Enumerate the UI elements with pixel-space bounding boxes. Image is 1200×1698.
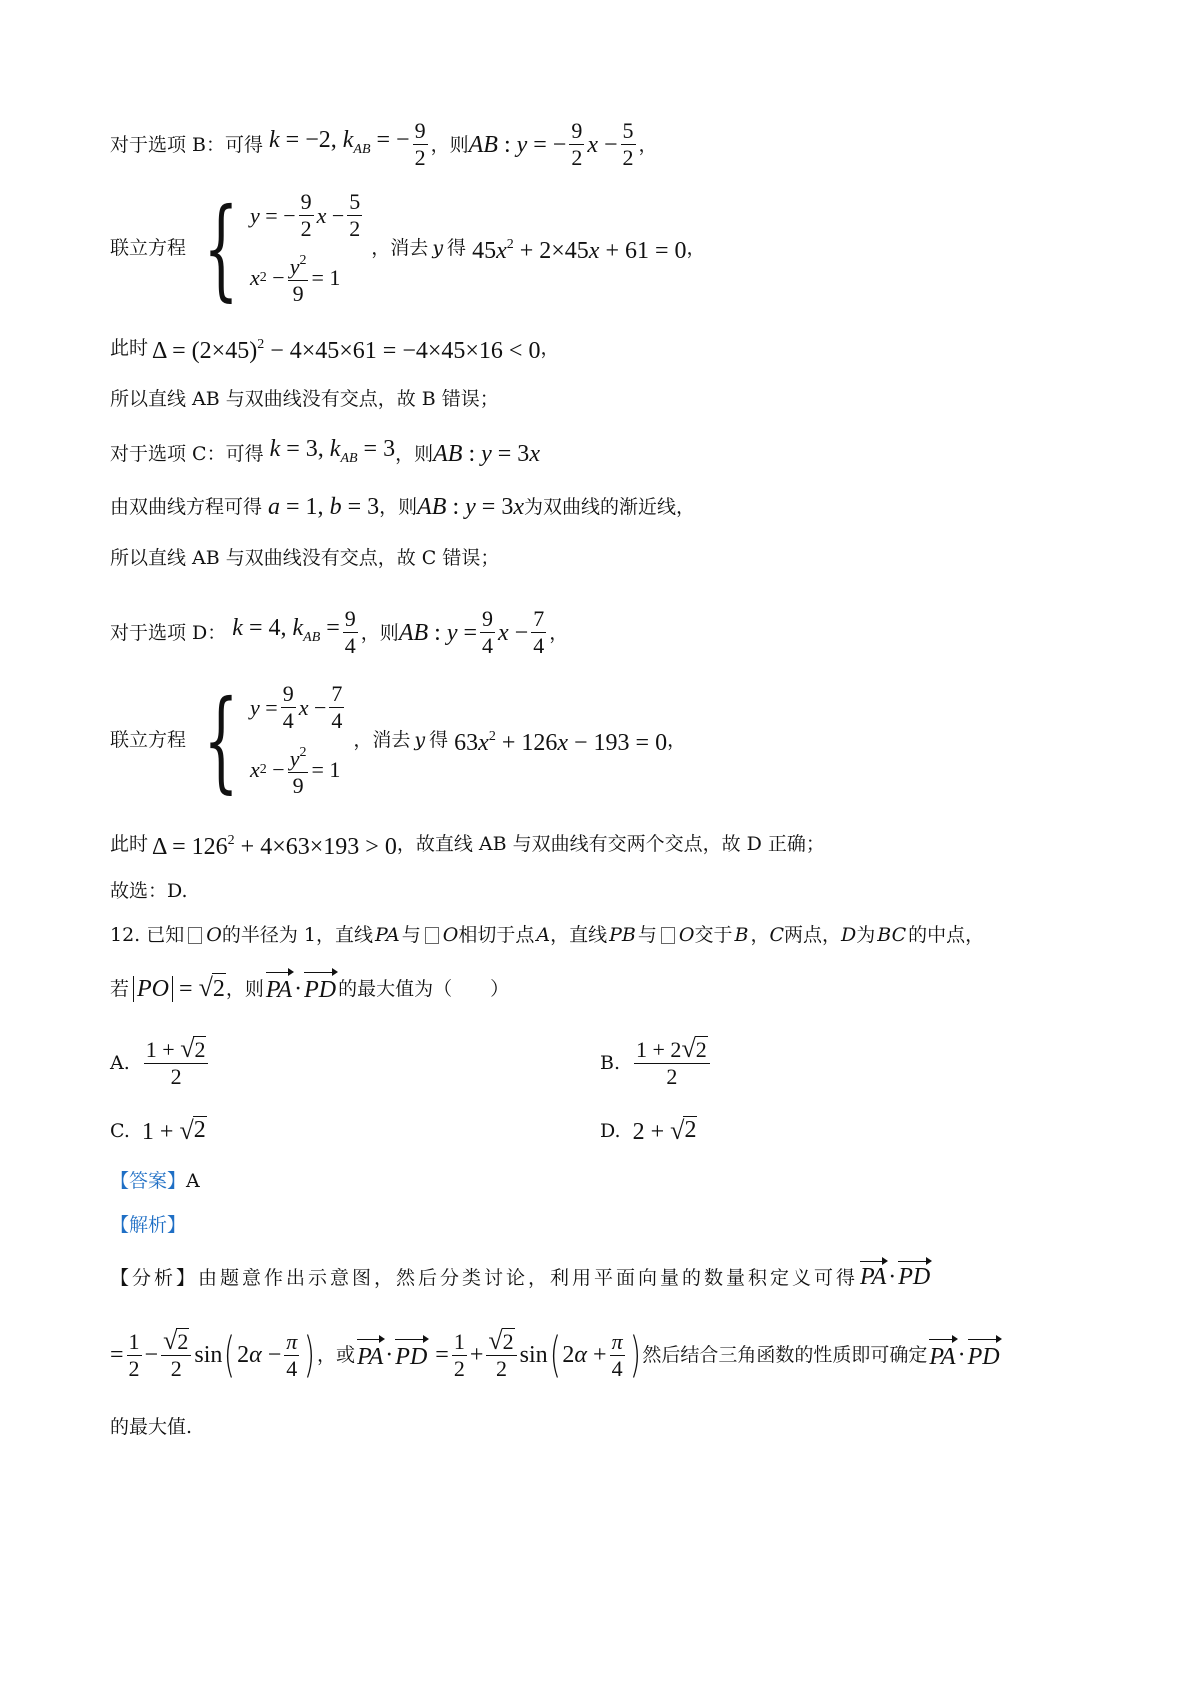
answer-tag: 【答案】 bbox=[110, 1170, 187, 1192]
text: ，或 bbox=[317, 1344, 356, 1366]
text: 联立方程 bbox=[110, 729, 187, 751]
text: 由双曲线方程可得 bbox=[110, 496, 263, 518]
text: ，则 bbox=[395, 443, 434, 465]
option-d-line: 对于选项 D： k = 4, $k_{AB}$ = $\frac{9}{4}$ ，则 AB : y = $\frac{9}{4}$ x − $\frac{7}{4}$ ， bbox=[110, 606, 569, 658]
text: 若 bbox=[110, 977, 130, 1000]
question-12-line-2: 若 PO = √ 2 ，则 PA · PD 的最大值为（ ） bbox=[110, 973, 510, 1003]
text: ，则 bbox=[225, 977, 264, 1000]
choice-label: A. bbox=[110, 1052, 130, 1074]
text: 与 bbox=[401, 924, 421, 946]
text: 对于选项 D： bbox=[110, 621, 227, 644]
text: 得 bbox=[429, 729, 449, 751]
question-12-line-1: 12. 已知 O 的半径为 1，直线 PA 与 O 相切于点 A ，直线 PB 与 O 交于 B ， C 两点， D 为 BC 的中点， bbox=[110, 920, 1090, 950]
text: 得 bbox=[447, 237, 467, 259]
text: 然后结合三角函数的性质即可确定 bbox=[642, 1344, 928, 1366]
analysis-line-1: 【分析】由题意作出示意图，然后分类讨论，利用平面向量的数量积定义可得 PA·PD bbox=[110, 1262, 1090, 1293]
answer-value: A bbox=[186, 1170, 200, 1192]
no-intersect-c: 所以直线 AB 与双曲线没有交点，故 C 错误； bbox=[110, 547, 500, 569]
text: ，故直线 AB 与双曲线有交两个交点，故 D 正确； bbox=[396, 833, 825, 855]
analysis-tag bbox=[110, 1210, 1090, 1240]
choose-d: 故选：D. bbox=[110, 880, 188, 902]
answer-line bbox=[110, 1166, 1090, 1196]
text: ，则 bbox=[430, 133, 469, 156]
text: 相切于点 bbox=[458, 924, 535, 946]
choice-b[interactable]: B. 1 + 2 √ 2 2 bbox=[600, 1036, 713, 1090]
text: ，直线 bbox=[550, 924, 608, 946]
circle-symbol-icon bbox=[661, 927, 675, 944]
text: 的半径为 1，直线 bbox=[221, 924, 373, 946]
circle-symbol-icon bbox=[188, 927, 202, 944]
text: ，消去 bbox=[353, 729, 411, 751]
text: 交于 bbox=[694, 924, 733, 946]
text: 12. 已知 bbox=[110, 924, 185, 946]
choice-label: B. bbox=[600, 1052, 621, 1074]
option-b-line: 对于选项 B：可得 k = −2, $k_{AB}$ = − $\frac{9}{2}$ ，则 AB : y = − $\frac{9}{2}$ x − $\frac{5}{2}$ ， bbox=[110, 118, 658, 170]
text: 对于选项 C：可得 bbox=[110, 443, 264, 465]
analysis-line-3: 的最大值. bbox=[110, 1416, 193, 1438]
delta-b-line: 此时 $\Delta = (2\times 45)^2 - 4\times 45\times 61 = -4\times 45\times 16 < 0$ ， bbox=[110, 330, 1090, 366]
option-c-line: 对于选项 C：可得 k = 3, $k_{AB} = 3$ ，则 AB : y = 3x bbox=[110, 436, 540, 467]
text: 两点， bbox=[784, 924, 842, 946]
text: 此时 bbox=[110, 337, 149, 359]
choice-a[interactable]: A. 1 + √ 2 2 bbox=[110, 1036, 211, 1090]
delta-d-line: 此时 $\Delta = 126^2 + 4\times 63\times 193 > 0$ ，故直线 AB 与双曲线有交两个交点，故 D 正确； bbox=[110, 826, 1090, 862]
choice-label: C. bbox=[110, 1120, 130, 1142]
hyperbola-line: 由双曲线方程可得 a = 1, b = 3 ，则 AB : y = 3x 为双曲线的渐近线， bbox=[110, 494, 695, 520]
text: 的最大值为（ ） bbox=[338, 977, 510, 1000]
text: 【分析】由题意作出示意图，然后分类讨论，利用平面向量的数量积定义可得 bbox=[110, 1266, 859, 1289]
text: ，消去 bbox=[371, 237, 429, 259]
choice-c[interactable]: C. 1 + √ 2 bbox=[110, 1116, 206, 1145]
system-line-1: 联立方程 { y = − $\frac{9}{2}$ x − $\frac{5}{2}$ x 2 − $\frac{y^2}{9}$ = 1 ，消去 y 得 $45x^2 + 2\times 45x + 61 = 0$ ， bbox=[110, 184, 706, 312]
text: ，则 bbox=[360, 621, 399, 644]
text: 此时 bbox=[110, 833, 149, 855]
choice-d[interactable]: D. 2 + √ 2 bbox=[600, 1116, 697, 1145]
text: 为双曲线的渐近线， bbox=[523, 496, 695, 518]
text: 的中点， bbox=[908, 924, 985, 946]
analysis-line-2: = $\frac{1}{2}$ − √ 2 2 sin ( 2α − $\frac{\pi}{4}$ ) ，或 PA · PD = $\frac{1}{2}$ + √ 2 2 sin ( 2α + $\frac{\pi}{4}$ ) 然后结合三角函数的性质即可确定 PA · PD bbox=[110, 1326, 1000, 1383]
system-line-2: 联立方程 { y = $\frac{9}{4}$ x − $\frac{7}{4}$ x 2 − $\frac{y^2}{9}$ = 1 ，消去 y 得 $63x^2 + 126x - 193 = 0$ ， bbox=[110, 676, 687, 804]
no-intersect-b: 所以直线 AB 与双曲线没有交点，故 B 错误； bbox=[110, 388, 499, 410]
text: 为 bbox=[856, 924, 876, 946]
choice-label: D. bbox=[600, 1120, 621, 1142]
circle-symbol-icon bbox=[425, 927, 439, 944]
analysis-tag-text: 【解析】 bbox=[110, 1214, 187, 1236]
text: 对于选项 B：可得 bbox=[110, 133, 264, 156]
text: 与 bbox=[637, 924, 657, 946]
text: 联立方程 bbox=[110, 237, 187, 259]
